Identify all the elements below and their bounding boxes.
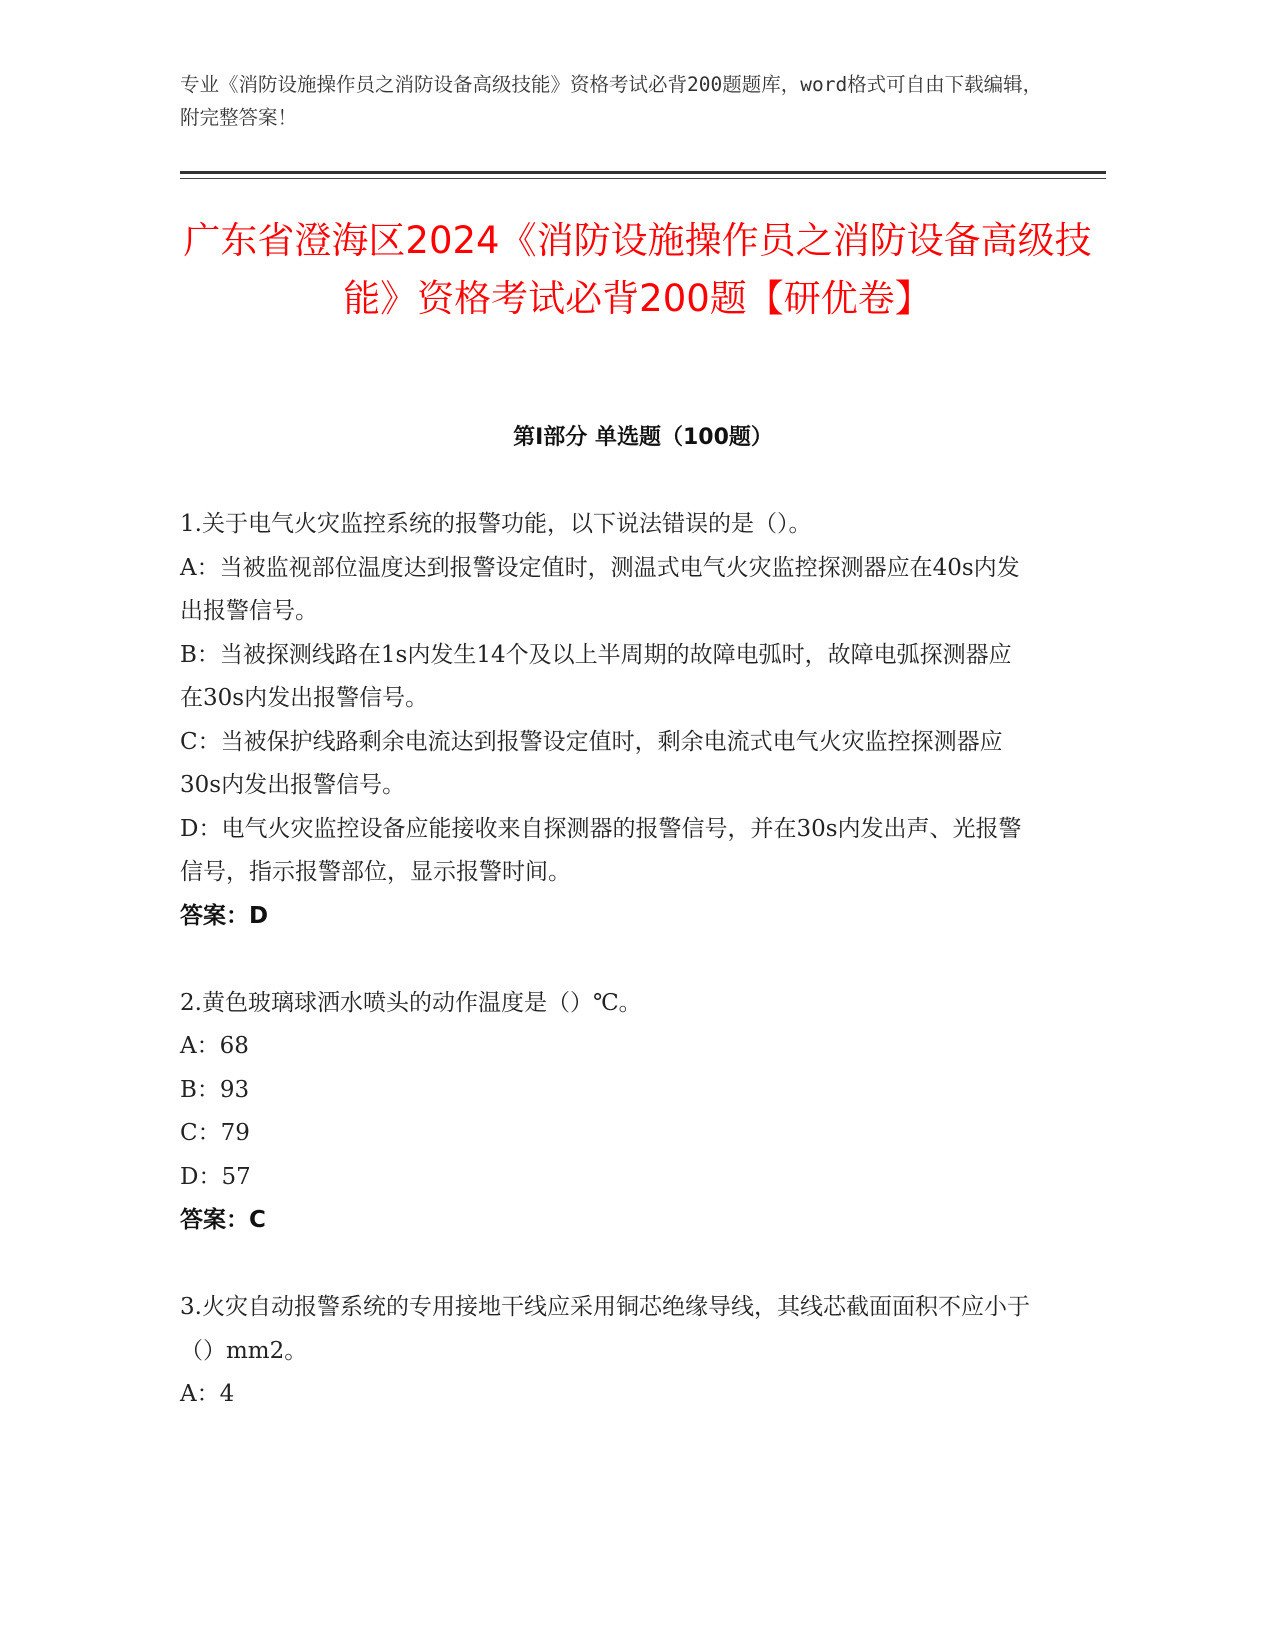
option-b: B：当被探测线路在1s内发生14个及以上半周期的故障电弧时，故障电弧探测器应在30s内发出报警信号。 (180, 641, 1012, 711)
answer: 答案：D (180, 902, 269, 929)
header-divider-thick (180, 171, 1106, 174)
option-a: A：4 (180, 1381, 235, 1407)
header-divider-thin (180, 178, 1106, 179)
question-2 (180, 982, 1030, 1243)
option-a: A：68 (180, 1033, 249, 1059)
option-c: C：79 (180, 1120, 250, 1146)
option-b: B：93 (180, 1076, 250, 1103)
answer: 答案：C (180, 1207, 266, 1233)
option-a: A：当被监视部位温度达到报警设定值时，测温式电气火灾监控探测器应在40s内发出报警信号。 (180, 554, 1020, 624)
option-d: D：电气火灾监控设备应能接收来自探测器的报警信号，并在30s内发出声、光报警信号，指示报警部位，显示报警时间。 (180, 815, 1022, 885)
question-1 (180, 503, 1030, 938)
option-c: C：当被保护线路剩余电流达到报警设定值时，剩余电流式电气火灾监控探测器应30s内发出报警信号。 (180, 728, 1003, 798)
question-list (180, 503, 1030, 1460)
question-3 (180, 1286, 1030, 1417)
question-stem: 2.黄色玻璃球洒水喷头的动作温度是（）℃。 (180, 989, 642, 1016)
question-stem: 3.火灾自动报警系统的专用接地干线应采用铜芯绝缘导线，其线芯截面面积不应小于（）mm2。 (180, 1294, 1030, 1364)
part-heading: 第I部分 单选题（100题） (513, 425, 773, 450)
document-title: 广东省澄海区2024《消防设施操作员之消防设备高级技能》资格考试必背200题【研优卷】 (183, 219, 1092, 320)
option-d: D：57 (180, 1163, 251, 1190)
intro-text: 专业《消防设施操作员之消防设备高级技能》资格考试必背200题题库，word格式可自由下载编辑，附完整答案！ (180, 73, 1043, 129)
question-stem: 1.关于电气火灾监控系统的报警功能，以下说法错误的是（）。 (180, 511, 812, 537)
